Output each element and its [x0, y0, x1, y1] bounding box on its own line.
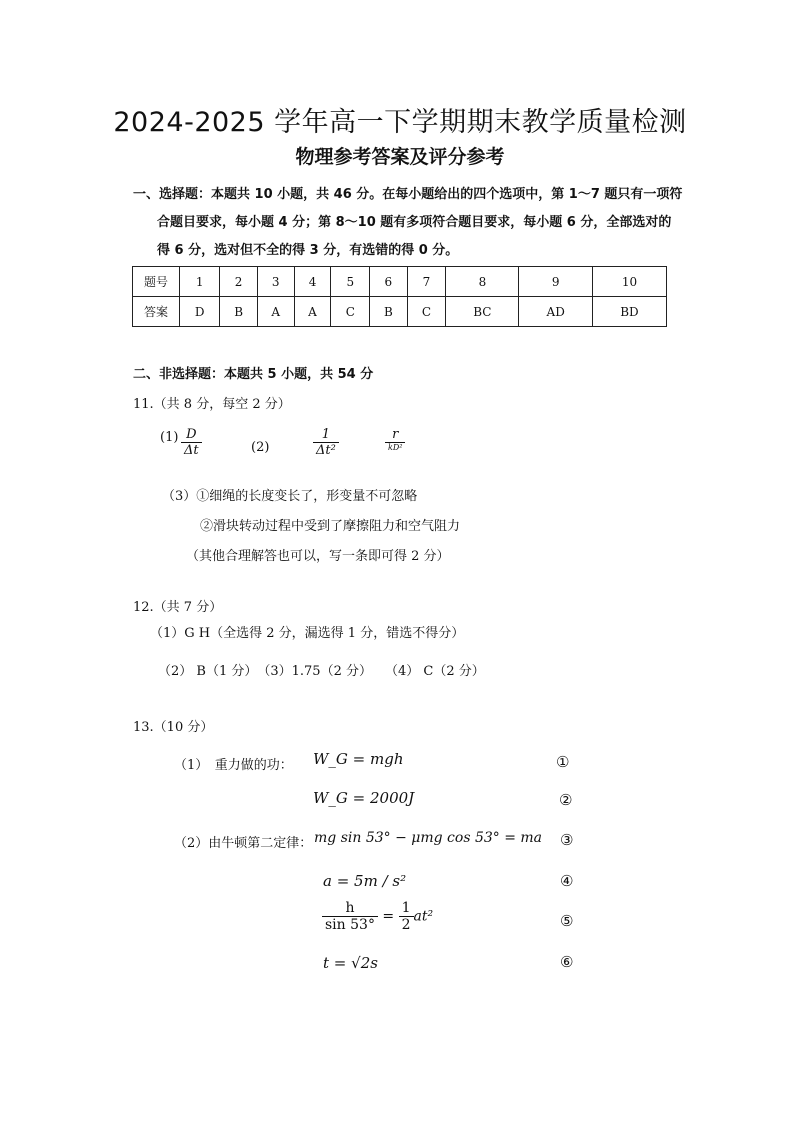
q11-part3-line1: （3）①细绳的长度变长了，形变量不可忽略	[162, 489, 418, 504]
q13-mark-1: ①	[556, 753, 570, 771]
table-header-cell: 题号	[133, 267, 180, 297]
q11-part3-line2: ②滑块转动过程中受到了摩擦阻力和空气阻力	[200, 519, 461, 534]
table-cell: 7	[407, 267, 446, 297]
table-cell: AD	[519, 297, 592, 327]
q11-part2-label: (2)	[251, 440, 270, 455]
table-cell: 3	[257, 267, 294, 297]
table-header-cell: 答案	[133, 297, 180, 327]
q13-mark-4: ④	[560, 872, 574, 890]
q11-part1-label: (1)	[160, 430, 179, 445]
q13-heading: 13.（10 分）	[133, 720, 214, 735]
q12-line1: （1）G H（全选得 2 分，漏选得 1 分，错选不得分）	[150, 626, 465, 641]
q11-part2-fraction-b	[385, 427, 405, 452]
q12-line2: （2） B（1 分） （3）1.75（2 分） （4） C（2 分）	[158, 664, 485, 679]
fraction-denominator: Δt	[184, 443, 199, 458]
table-cell: D	[180, 297, 220, 327]
fraction-numerator: 1	[399, 900, 414, 917]
q13-mark-5: ⑤	[560, 912, 574, 930]
table-cell: 9	[519, 267, 592, 297]
table-cell: C	[331, 297, 370, 327]
fraction-denominator: kD²	[388, 443, 403, 452]
section1-line3: 得 6 分，选对但不全的得 3 分，有选错的得 0 分。	[157, 243, 459, 258]
table-cell: 5	[331, 267, 370, 297]
table-cell: 1	[180, 267, 220, 297]
section1-line1: 一、选择题：本题共 10 小题，共 46 分。在每小题给出的四个选项中，第 1～7 题只有一项符	[133, 187, 683, 202]
table-cell: 8	[446, 267, 519, 297]
fraction-denominator: Δt²	[316, 443, 336, 458]
table-cell: A	[294, 297, 331, 327]
q13-mark-2: ②	[559, 791, 573, 809]
q13-equation-3: mg sin 53° − μmg cos 53° = ma	[314, 830, 543, 846]
q11-heading: 11.（共 8 分，每空 2 分）	[133, 397, 291, 412]
table-cell: BC	[446, 297, 519, 327]
table-cell: B	[220, 297, 257, 327]
answer-table	[132, 266, 667, 327]
table-cell: 2	[220, 267, 257, 297]
table-row-answers	[133, 297, 667, 327]
fraction-numerator: r	[385, 427, 405, 443]
q13-equation-5: $\frac{h}{\sin 53^\circ}$ = $\frac{1}{2}$ at²	[322, 900, 433, 933]
table-cell: A	[257, 297, 294, 327]
q13-equation-1: W_G = mgh	[313, 750, 404, 768]
section2-heading: 二、非选择题：本题共 5 小题，共 54 分	[133, 367, 374, 382]
q11-part3-note: （其他合理解答也可以，写一条即可得 2 分）	[186, 549, 450, 564]
q13-part1-label: （1） 重力做的功：	[174, 758, 293, 773]
q13-equation-6: t = √2s	[323, 954, 378, 972]
q13-part2-label: （2）由牛顿第二定律：	[174, 836, 313, 851]
table-cell: 10	[592, 267, 666, 297]
fraction-numerator: 1	[313, 427, 339, 443]
table-row-numbers	[133, 267, 667, 297]
table-cell: 6	[370, 267, 407, 297]
fraction-numerator: h	[322, 900, 378, 917]
equation-term: at²	[413, 908, 434, 925]
q13-mark-6: ⑥	[560, 953, 574, 971]
table-cell: BD	[592, 297, 666, 327]
q13-equation-2: W_G = 2000J	[313, 789, 415, 807]
fraction-denominator: 2	[401, 917, 411, 933]
q11-part1-fraction	[181, 427, 202, 458]
page-title: 2024-2025 学年高一下学期期末教学质量检测	[113, 107, 687, 138]
q11-part2-fraction-a	[313, 427, 339, 458]
table-cell: C	[407, 297, 446, 327]
fraction-numerator: D	[181, 427, 202, 443]
section1-line2: 合题目要求，每小题 4 分；第 8～10 题有多项符合题目要求，每小题 6 分，全部选对的	[157, 215, 672, 230]
q12-heading: 12.（共 7 分）	[133, 600, 223, 615]
q13-equation-4: a = 5m / s²	[323, 872, 407, 890]
table-cell: 4	[294, 267, 331, 297]
fraction-denominator: sin 53°	[325, 917, 375, 933]
table-cell: B	[370, 297, 407, 327]
q13-mark-3: ③	[560, 831, 574, 849]
page-subtitle: 物理参考答案及评分参考	[295, 146, 505, 168]
